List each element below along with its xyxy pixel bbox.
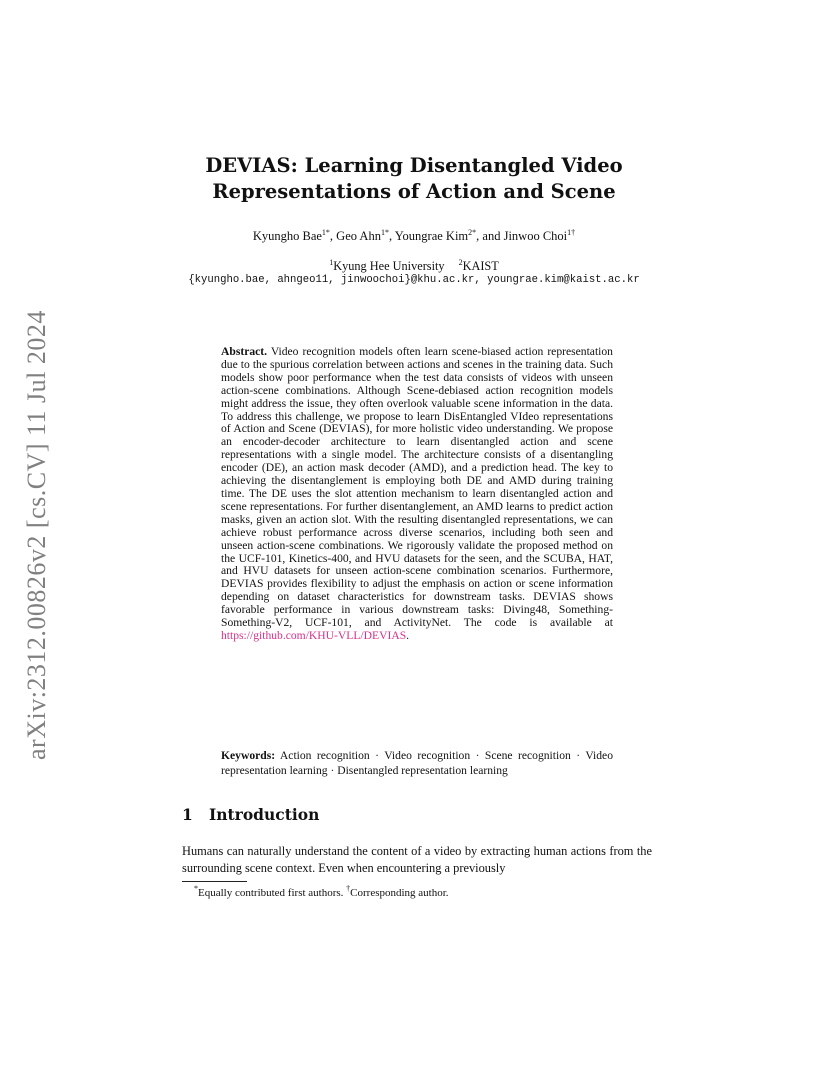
section-number: 1 [182, 805, 193, 824]
author-list [0, 229, 828, 244]
abstract-text: Video recognition models often learn scene-biased action representation due to the spurious correlation between actions and scenes in the training data. Such models show poor performance when the test data consists of videos with unseen action-scene combinations. Although Scene-debiased action recognition models might address the issue, they often overlook valuable scene information in the data. To address this challenge, we propose to learn DisEntangled VIdeo representations of Action and Scene (DEVIAS), for more holistic video understanding. We propose an encoder-decoder architecture to learn disentangled action and scene representations with a single model. The architecture consists of a disentangling encoder (DE), an action mask decoder (AMD), and a prediction head. The key to achieving the disentanglement is employing both DE and AMD during training time. The DE uses the slot attention mechanism to learn disentangled action and scene representations. For further disentanglement, an AMD learns to predict action masks, given an action slot. With the resulting disentangled representations, we can achieve robust performance across diverse scenarios, including both seen and unseen action-scene combinations. We rigorously validate the proposed method on the UCF-101, Kinetics-400, and HVU datasets for the seen, and the SCUBA, HAT, and HVU datasets for unseen action-scene combination scenarios. Furthermore, DEVIAS provides flexibility to adjust the emphasis on action or scene information depending on dataset characteristics for downstream tasks. DEVIAS shows favorable performance in various downstream tasks: Diving48, Something-Something-V2, UCF-101, and ActivityNet. The code is available at [221, 345, 613, 630]
author-marks: 1* [380, 228, 389, 237]
introduction-paragraph: Humans can naturally understand the content of a video by extracting human actions from the surrounding scene context. Even when encountering a previously [182, 844, 652, 875]
title-line-1: DEVIAS: Learning Disentangled Video [205, 154, 623, 177]
author-marks: 1* [321, 228, 330, 237]
author-separator: , [388, 229, 395, 243]
abstract-end: . [406, 628, 410, 642]
author-marks: 2* [468, 228, 477, 237]
footnote-rule [182, 881, 247, 882]
paper-title [0, 153, 828, 205]
section-heading [182, 805, 319, 824]
abstract-heading: Abstract. [221, 345, 268, 358]
code-link[interactable]: https://github.com/KHU-VLL/DEVIAS [221, 628, 407, 642]
footnote-text: Equally contributed first authors. [198, 887, 344, 899]
author-name: Youngrae Kim [394, 229, 469, 243]
author-name: Jinwoo Choi [503, 229, 568, 243]
footnote-mark: † [346, 884, 351, 893]
arxiv-identifier: arXiv:2312.00826v2 [cs.CV] 11 Jul 2024 [22, 310, 51, 760]
keywords-heading: Keywords: [221, 749, 276, 762]
footnote [194, 884, 449, 899]
affiliation-mark: 2 [458, 258, 463, 267]
author-separator: , and [476, 229, 504, 243]
title-line-2: Representations of Action and Scene [212, 180, 616, 203]
section-title: Introduction [209, 805, 320, 824]
abstract [221, 346, 613, 643]
author-emails: {kyungho.bae, ahngeo11, jinwoochoi}@khu.ac.kr, youngrae.kim@kaist.ac.kr [188, 274, 640, 286]
footnote-text: Corresponding author. [350, 887, 449, 899]
keywords-text: Action recognition · Video recognition · Scene recognition · Video representation learning · Disentangled representation learning [221, 749, 613, 777]
affiliation-mark: 1 [329, 258, 334, 267]
affiliations [0, 259, 828, 274]
author-name: Kyungho Bae [252, 229, 322, 243]
keywords [221, 748, 613, 778]
author-separator: , [329, 229, 337, 243]
affiliation-name: KAIST [462, 259, 499, 273]
author-name: Geo Ahn [336, 229, 381, 243]
author-marks: 1† [567, 228, 576, 237]
affiliation-name: Kyung Hee University [333, 259, 445, 273]
footnote-mark: * [194, 884, 198, 893]
